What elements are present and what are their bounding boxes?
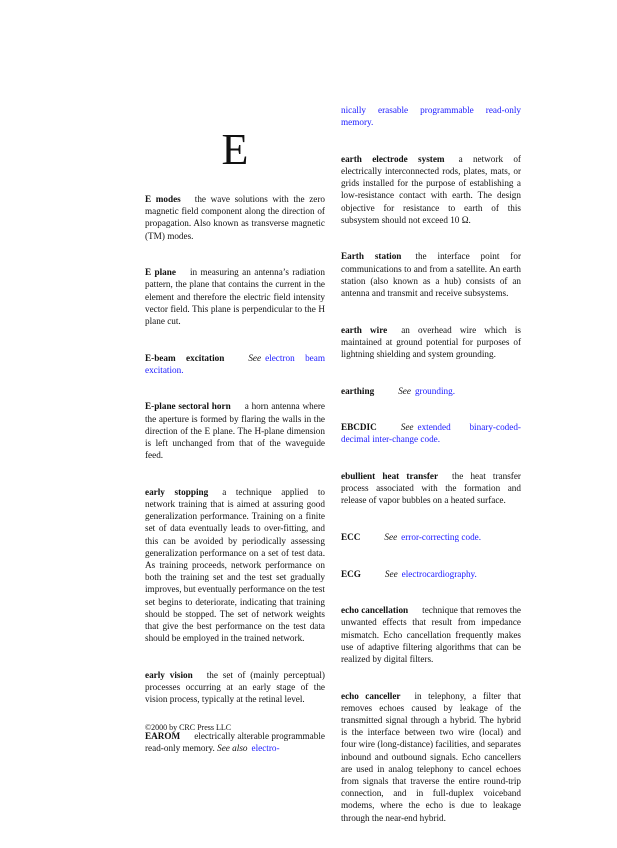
entry-term: E-beam excitation — [145, 352, 225, 363]
entry-definition: electrically alterable programmable read-only memory. — [145, 730, 325, 754]
see-reference: See — [400, 422, 414, 433]
entry-earthing — [341, 385, 521, 397]
entry-term: echo cancellation — [341, 605, 409, 616]
entry-ecc — [341, 531, 521, 543]
cross-reference-link[interactable]: electron beam excitation. — [145, 352, 325, 375]
entry-term: early vision — [145, 669, 193, 680]
entry-term: EAROM — [145, 730, 181, 741]
entry-echo-canceller — [341, 690, 521, 824]
entry-term: earth wire — [341, 324, 388, 335]
entry-continuation — [341, 104, 521, 128]
entry-term: E modes — [145, 194, 181, 204]
entry-echo-cancellation — [341, 604, 521, 665]
entry-term: E plane — [145, 267, 176, 278]
cross-reference-link[interactable]: grounding. — [414, 385, 456, 396]
entry-e-plane-sectoral-horn — [145, 400, 325, 461]
entry-ebullient-heat-transfer — [341, 470, 521, 507]
left-column — [145, 193, 325, 779]
cross-reference-link[interactable]: extended binary-coded-decimal inter-change code. — [341, 422, 521, 445]
entry-definition: the wave solutions with the zero magnetic field component along the direction of propagation. Also known as transverse magnetic (TM) modes. — [145, 194, 325, 241]
entry-definition: technique that removes the unwanted effects that result from impedance mismatch. Echo cancellation frequently makes use of adaptive filtering algorithms that can be realized by digital filters. — [341, 605, 522, 664]
entry-definition: the set of (mainly perceptual) processes occurring at an early stage of the vision process, typically at the retinal level. — [145, 669, 325, 705]
cross-reference-link[interactable]: nically erasable programmable read-only memory. — [341, 105, 521, 128]
copyright-footer: ©2000 by CRC Press LLC — [145, 723, 232, 732]
entry-term: E-plane sectoral horn — [145, 401, 231, 412]
entry-ecg — [341, 568, 521, 580]
entry-definition: a network of electrically interconnected rods, plates, mats, or grids installed for the purpose of establishing a low-resistance contact with earth. The design objective for resistance to earth of this subsystem should not exceed 10 Ω. — [341, 153, 521, 225]
entry-term: ebullient heat transfer — [341, 471, 439, 481]
entry-definition: a horn antenna where the aperture is formed by flaring the walls in the direction of the E plane. The H-plane dimension is left unchanged from that of the waveguide feed. — [145, 401, 325, 461]
entry-early-stopping — [145, 486, 325, 645]
see-reference: See — [248, 352, 262, 363]
entry-e-modes — [145, 193, 325, 242]
entry-term: early stopping — [145, 486, 209, 497]
entry-definition: a technique applied to network training that is aimed at assuring good generalization performance. Training on a finite set of data eventually leads to over-fitting, and this can be avoided by periodically assessing generalization performance on a set of test data. As training proceeds, network performance on both the training set and the test set gradually improves, but eventually performance on the test set begins to deteriorate, indicating that training should be stopped. The set of network weights that give the best performance on the test data should be employed in the trained network. — [145, 486, 325, 644]
entry-early-vision — [145, 669, 325, 706]
cross-reference-link[interactable]: electro- — [251, 743, 280, 754]
entry-ebcdic — [341, 421, 521, 445]
entry-e-beam-excitation — [145, 352, 325, 376]
see-reference: See — [384, 532, 398, 542]
cross-reference-link[interactable]: electrocardiography. — [401, 568, 477, 579]
entry-term: Earth station — [341, 251, 402, 262]
entry-term: EBCDIC — [341, 422, 377, 433]
right-column — [341, 104, 521, 848]
entry-earth-station — [341, 250, 521, 299]
entry-earth-electrode-system — [341, 153, 521, 226]
entry-term: earth electrode system — [341, 153, 445, 164]
see-reference: See — [398, 385, 411, 396]
entry-definition: the heat transfer process associated with the formation and release of vapor bubbles on a heated surface. — [341, 471, 521, 506]
entry-term: ECG — [341, 568, 361, 579]
entry-term: earthing — [341, 385, 375, 396]
see-reference: See — [384, 568, 398, 579]
entry-definition: in measuring an antenna’s radiation pattern, the plane that contains the current in the element and therefore the electric field intensity vector field. This plane is perpendicular to the H plane cut. — [145, 267, 325, 327]
entry-earom — [145, 730, 325, 754]
entry-earth-wire — [341, 324, 521, 361]
entry-definition: in telephony, a filter that removes echoes caused by leakage of the transmitted signal through a hybrid. The hybrid is the interface between two wire (local) and four wire (long-distance) facilities, and separates inbound and outbound signals. Echo cancellers are used in analog telephony to cancel echoes from signals that traverse the entire round-trip connection, and in full-duplex voiceband modems, where the echo is due to leakage through the near-end hybrid. — [341, 690, 521, 823]
cross-reference-link[interactable]: error-correcting code. — [401, 532, 482, 542]
entry-e-plane — [145, 266, 325, 327]
entry-term: ECC — [341, 532, 361, 542]
entry-term: echo canceller — [341, 690, 401, 701]
section-letter: E — [221, 125, 249, 174]
entry-definition: an overhead wire which is maintained at ground potential for purposes of lightning shielding and system grounding. — [341, 324, 521, 360]
see-also-reference: See also — [217, 743, 248, 754]
entry-definition: the interface point for communications to and from a satellite. An earth station (also known as a hub) consists of an antenna and transmit and receive subsystems. — [341, 251, 522, 299]
